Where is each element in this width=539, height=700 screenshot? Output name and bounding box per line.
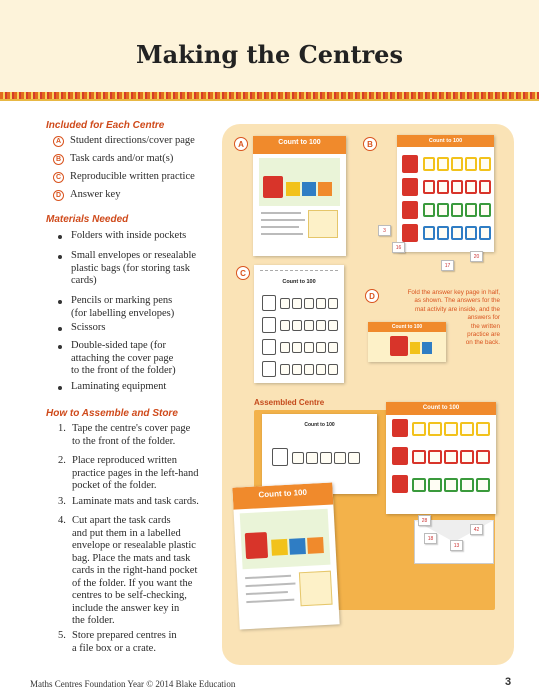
mat-card [397, 135, 494, 252]
train-engine-outline [262, 361, 276, 377]
assemble-step [58, 515, 210, 628]
sample-box [308, 210, 338, 238]
train-engine-icon [402, 178, 418, 196]
task-card-chip: 28 [418, 515, 431, 526]
label-a-badge: A [234, 137, 248, 151]
task-card-chip: 13 [450, 540, 463, 551]
assemble-step [58, 423, 210, 448]
cover-card-title: Count to 100 [253, 136, 346, 154]
assemble-step [58, 630, 210, 655]
materials-line: attaching the cover page [71, 352, 174, 364]
note-line: answers for [467, 314, 500, 322]
materials-heading: Materials Needed [46, 214, 129, 225]
step-line: and put them in a labelled [72, 527, 181, 539]
cover-page-card [253, 136, 346, 256]
note-line: practice are [467, 331, 500, 339]
name-line [260, 270, 338, 271]
train-row-blue [423, 226, 491, 240]
materials-item [58, 322, 208, 335]
folder-cover-title: Count to 100 [232, 482, 333, 509]
step-line: of the folder. If you want the [72, 577, 193, 589]
step-line: to the front of the folder. [72, 435, 176, 447]
train-row-outline [280, 364, 338, 375]
note-line: as shown. The answers for the [414, 297, 500, 305]
task-card-chip: 20 [470, 251, 483, 262]
train-engine-icon [263, 176, 283, 198]
text-line [245, 583, 295, 588]
train-row-yellow [412, 422, 490, 436]
text-line [261, 219, 305, 221]
task-card-chip: 17 [441, 260, 454, 271]
label-d-badge: D [365, 289, 379, 303]
train-row-outline [280, 342, 338, 353]
page-footer: Maths Centres Foundation Year © 2014 Blake Education [30, 679, 236, 689]
step-line: Tape the centre's cover page [72, 423, 191, 434]
train-car-icon [410, 342, 420, 354]
train-row-green [412, 478, 490, 492]
note-line: on the back. [465, 339, 500, 347]
train-car-icon [302, 182, 316, 196]
answer-key-title: Count to 100 [368, 322, 446, 332]
note-line: Fold the answer key page in half, [407, 289, 500, 296]
folder-practice-title: Count to 100 [304, 422, 335, 428]
step-number: 5. [58, 630, 66, 641]
train-car-icon [318, 182, 332, 196]
letter-d-badge: D [53, 190, 64, 201]
step-number: 2. [58, 455, 66, 466]
note-line: the written [470, 322, 500, 330]
step-line: envelope or resealable plastic [72, 540, 196, 551]
train-row-red [423, 180, 491, 194]
train-engine-icon [390, 336, 408, 356]
train-engine-icon [402, 155, 418, 173]
task-card-chip: 16 [392, 242, 405, 253]
train-row-yellow [423, 157, 491, 171]
included-item-text: Student directions/cover page [70, 135, 195, 146]
page-number: 3 [505, 676, 512, 688]
practice-card-title: Count to 100 [282, 279, 316, 285]
text-line [245, 575, 291, 579]
train-engine-icon [392, 447, 408, 465]
materials-item [58, 340, 208, 378]
train-row-outline [280, 320, 338, 331]
train-engine-icon [392, 419, 408, 437]
mat-card-title: Count to 100 [397, 135, 494, 147]
materials-line: (for labelling envelopes) [71, 307, 175, 319]
step-number: 3. [58, 496, 66, 507]
step-line: Store prepared centres in [72, 630, 177, 641]
step-line: centres to be self-checking, [72, 590, 187, 601]
train-engine-icon [402, 201, 418, 219]
included-item-text: Task cards and/or mat(s) [70, 153, 174, 164]
materials-line: cards) [71, 275, 97, 286]
train-car-icon [422, 342, 432, 354]
letter-c-badge: C [53, 172, 64, 183]
task-card-chip: 42 [470, 524, 483, 535]
bullet-dot [58, 300, 62, 304]
task-card-chip: 18 [424, 533, 437, 544]
materials-line: Folders with inside pockets [71, 230, 187, 241]
note-line: mat activity are inside, and the [414, 305, 500, 313]
included-item-a [53, 135, 195, 148]
step-line: the folder. [72, 615, 115, 626]
train-row-green [423, 203, 491, 217]
materials-line: plastic bags (for storing task [71, 262, 190, 274]
text-line [246, 591, 288, 595]
page-title: Making the Centres [136, 40, 403, 69]
step-line: Place reproduced written [72, 455, 177, 466]
train-row-red [412, 450, 490, 464]
answer-key-card [368, 322, 446, 362]
included-heading: Included for Each Centre [46, 120, 165, 131]
assembled-centre-label: Assembled Centre [254, 398, 325, 407]
materials-line: Small envelopes or resealable [71, 250, 197, 261]
step-line: Laminate mats and task cards. [72, 496, 199, 507]
step-line: practice pages in the left-hand [72, 467, 199, 479]
folder-practice-page [262, 414, 377, 494]
train-engine-icon [392, 475, 408, 493]
included-item-b [53, 153, 173, 166]
bullet-dot [58, 345, 62, 349]
practice-page-card [254, 265, 344, 383]
train-engine-outline [262, 317, 276, 333]
materials-item [58, 250, 208, 288]
assemble-step [58, 455, 210, 493]
text-line [261, 212, 301, 214]
task-card-chip: 3 [378, 225, 391, 236]
decorative-border-underline [0, 99, 539, 101]
materials-item [58, 295, 208, 320]
bullet-dot [58, 255, 62, 259]
decorative-border [0, 92, 539, 99]
materials-item [58, 381, 208, 394]
step-line: include the answer key in [72, 602, 180, 614]
label-c-badge: C [236, 266, 250, 280]
materials-line: Double-sided tape (for [71, 340, 167, 351]
train-car-icon [271, 539, 288, 556]
bullet-dot [58, 235, 62, 239]
train-engine-icon [245, 532, 268, 559]
materials-line: Pencils or marking pens [71, 295, 173, 306]
train-car-icon [307, 537, 324, 554]
included-item-text: Answer key [70, 189, 121, 200]
step-number: 4. [58, 515, 66, 526]
text-line [261, 233, 303, 235]
folder-cover-page [232, 482, 339, 629]
assemble-heading: How to Assemble and Store [46, 408, 178, 419]
train-engine-outline [262, 339, 276, 355]
folder-mat-title: Count to 100 [386, 402, 496, 415]
letter-b-badge: B [53, 154, 64, 165]
folder-mat-page [386, 402, 496, 514]
step-line: a file box or a crate. [72, 642, 156, 654]
step-line: cards in the right-hand pocket [72, 565, 198, 576]
train-engine-outline [262, 295, 276, 311]
train-engine-outline [272, 448, 288, 466]
sample-box [299, 571, 333, 607]
label-b-badge: B [363, 137, 377, 151]
letter-a-badge: A [53, 136, 64, 147]
materials-line: to the front of the folder) [71, 365, 176, 376]
step-line: bag. Place the mats and task [72, 552, 191, 564]
step-number: 1. [58, 423, 66, 434]
assemble-step [58, 496, 210, 509]
train-car-icon [286, 182, 300, 196]
train-row-outline [292, 452, 360, 464]
included-item-d [53, 189, 120, 202]
materials-item [58, 230, 208, 243]
included-item-c [53, 171, 195, 184]
included-item-text: Reproducible written practice [70, 171, 195, 182]
bullet-dot [58, 327, 62, 331]
step-line: Cut apart the task cards [72, 515, 171, 526]
materials-line: Laminating equipment [71, 381, 167, 392]
text-line [261, 226, 299, 228]
bullet-dot [58, 386, 62, 390]
train-engine-icon [402, 224, 418, 242]
materials-line: Scissors [71, 322, 106, 333]
step-line: pocket of the folder. [72, 480, 157, 491]
train-car-icon [289, 538, 306, 555]
text-line [246, 599, 294, 604]
train-row-outline [280, 298, 338, 309]
